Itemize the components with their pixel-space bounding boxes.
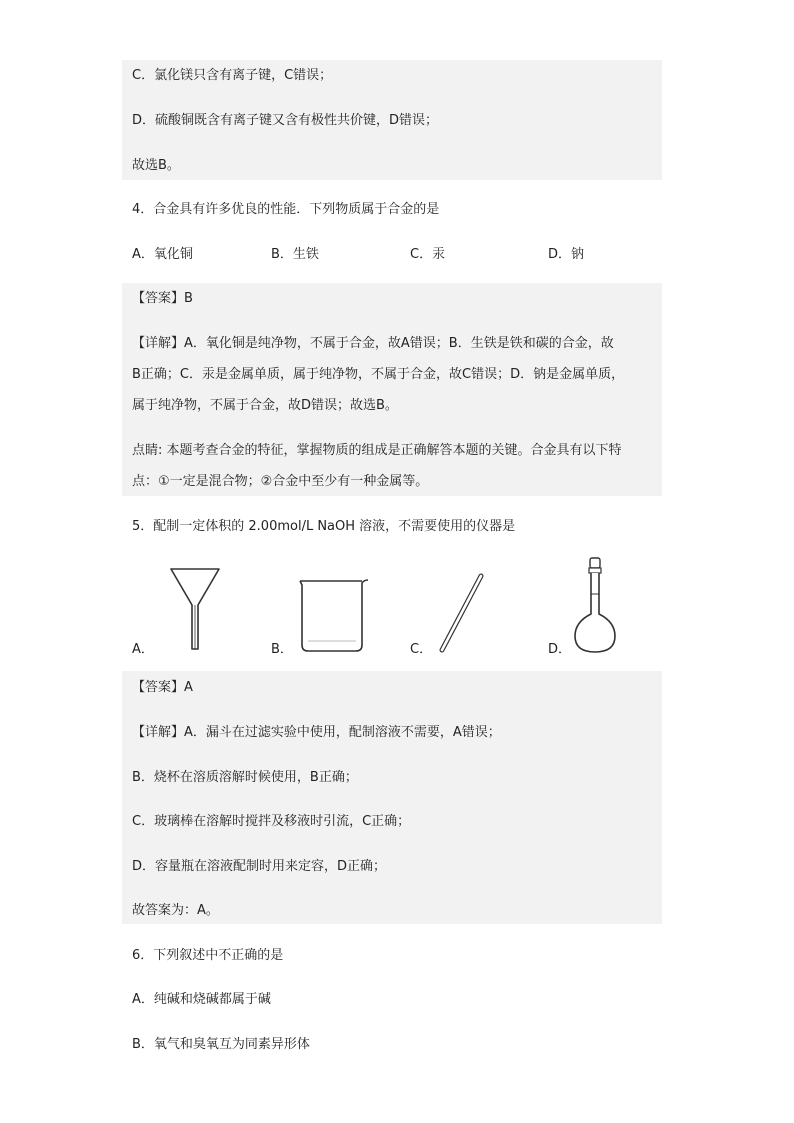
q4-stem: 4．合金具有许多优良的性能．下列物质属于合金的是 — [132, 202, 440, 217]
q5-answer: 【答案】A — [132, 680, 193, 695]
q4-answer: 【答案】B — [132, 291, 193, 306]
prev-answer-c: C．氯化镁只含有离子键，C错误； — [132, 68, 333, 83]
prev-answer-conclusion: 故选B。 — [132, 158, 180, 173]
q5-conclusion: 故答案为：A。 — [132, 903, 219, 918]
q4-tip-line-1: 点睛: 本题考查合金的特征，掌握物质的组成是正确解答本题的关键。合金具有以下特 — [132, 443, 622, 458]
q5-option-a-label: A． — [132, 642, 154, 657]
q5-option-d-label: D． — [548, 642, 572, 657]
q5-detail-a: 【详解】A．漏斗在过滤实验中使用，配制溶液不需要，A错误； — [132, 725, 501, 740]
q5-stem: 5．配制一定体积的 2.00mol/L NaOH 溶液，不需要使用的仪器是 — [132, 519, 516, 534]
q5-option-b-label: B． — [271, 642, 293, 657]
q5-detail-c: C．玻璃棒在溶解时搅拌及移液时引流，C正确； — [132, 814, 411, 829]
funnel-icon — [165, 565, 225, 653]
prev-answer-d: D．硫酸铜既含有离子键又含有极性共价键，D错误； — [132, 113, 439, 128]
glass-rod-icon — [436, 570, 488, 656]
volumetric-flask-icon — [570, 556, 620, 656]
q4-answer-block — [122, 283, 662, 496]
q4-detail-line-1: 【详解】A．氧化铜是纯净物，不属于合金，故A错误；B．生铁是铁和碳的合金，故 — [132, 336, 614, 351]
q6-stem: 6．下列叙述中不正确的是 — [132, 948, 284, 963]
q5-detail-d: D．容量瓶在溶液配制时用来定容，D正确； — [132, 859, 387, 874]
beaker-icon — [296, 575, 372, 653]
q4-option-d: D．钠 — [548, 247, 585, 262]
q4-option-b: B．生铁 — [271, 247, 319, 262]
q4-tip-line-2: 点：①一定是混合物；②合金中至少有一种金属等。 — [132, 474, 429, 489]
q4-detail-line-3: 属于纯净物，不属于合金，故D错误；故选B。 — [132, 398, 398, 413]
q6-option-b: B．氧气和臭氧互为同素异形体 — [132, 1037, 310, 1052]
q5-answer-block — [122, 671, 662, 924]
q4-option-c: C．汞 — [410, 247, 446, 262]
q5-option-c-label: C． — [410, 642, 433, 657]
q4-detail-line-2: B正确；C．汞是金属单质，属于纯净物，不属于合金，故C错误；D．钠是金属单质， — [132, 367, 625, 382]
q5-detail-b: B．烧杯在溶质溶解时候使用，B正确； — [132, 770, 358, 785]
q4-option-a: A．氧化铜 — [132, 247, 193, 262]
q6-option-a: A．纯碱和烧碱都属于碱 — [132, 992, 271, 1007]
